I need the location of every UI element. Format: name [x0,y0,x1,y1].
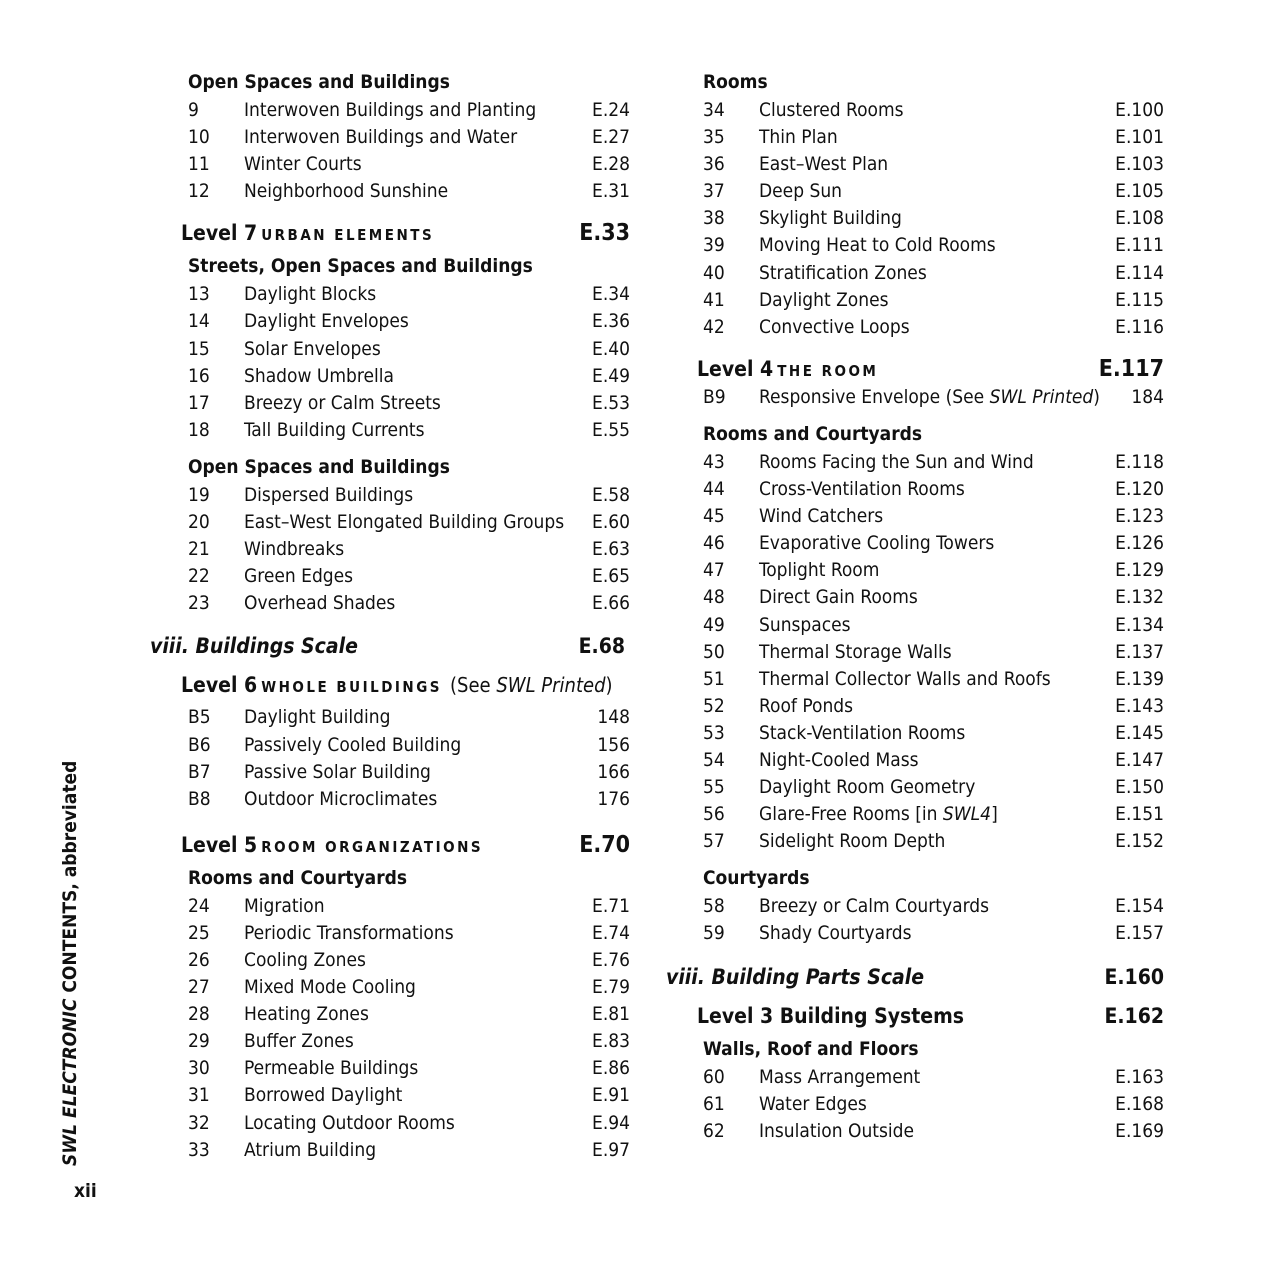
entry-title: Sunspaces [759,613,851,636]
level-page: E.33 [579,220,630,247]
entry-number: 55 [703,776,725,799]
entry-number: 29 [188,1030,210,1053]
level-label: Level 7 [181,221,258,246]
toc-entry [666,449,1164,476]
scale-heading [666,957,1164,997]
entry-number: 42 [703,315,725,338]
toc-entry [150,390,630,417]
entry-number: 47 [703,559,725,582]
toc-entry [666,178,1164,205]
toc-entry [666,287,1164,314]
entry-list [666,893,1164,947]
entry-list [150,893,630,1164]
entry-number: 46 [703,532,725,555]
toc-entry [150,563,630,590]
entry-title: Green Edges [244,565,354,588]
entry-title: Passive Solar Building [244,760,431,783]
entry-page: E.143 [1115,694,1164,717]
toc-entry [150,759,630,786]
entry-number: 23 [188,592,210,615]
entry-number: 57 [703,830,725,853]
entry-number: 14 [188,310,210,333]
toc-entry [666,612,1164,639]
entry-title: Thin Plan [759,126,838,149]
toc-entry [666,1064,1164,1091]
toc-entry [666,124,1164,151]
entry-page: E.114 [1115,261,1164,284]
toc-entry [150,336,630,363]
scale-label: viii. Buildings Scale [150,634,358,659]
entry-title: Dispersed Buildings [244,483,414,506]
entry-number: 49 [703,613,725,636]
toc-entry [150,1082,630,1109]
entry-title: Borrowed Daylight [244,1084,403,1107]
toc-entry [150,97,630,124]
entry-page: E.169 [1115,1119,1164,1142]
entry-page: E.163 [1115,1065,1164,1088]
entry-page: E.83 [592,1030,630,1053]
group-heading: Open Spaces and Buildings [188,71,450,93]
toc-entry [150,1028,630,1055]
entry-list [150,97,630,205]
entry-title: Cooling Zones [244,948,366,971]
entry-page: E.74 [592,921,630,944]
entry-number: 33 [188,1138,210,1161]
entry-page: 184 [1131,385,1164,408]
side-running-title: SWL ELECTRONIC CONTENTS, abbreviated [59,760,81,1166]
entry-number: 21 [188,538,210,561]
entry-page: E.132 [1115,586,1164,609]
entry-page: E.60 [592,511,630,534]
entry-number: B6 [188,733,211,756]
entry-page: E.120 [1115,478,1164,501]
group-heading: Walls, Roof and Floors [703,1037,919,1060]
entry-number: 35 [703,126,725,149]
entry-title: Thermal Collector Walls and Roofs [759,667,1051,690]
toc-entry [150,1001,630,1028]
entry-title: Atrium Building [244,1138,377,1161]
toc-entry [666,666,1164,693]
toc-entry [666,801,1164,828]
toc-entry [666,774,1164,801]
toc-entry [666,693,1164,720]
entry-page: E.81 [592,1003,630,1026]
entry-page: E.101 [1115,126,1164,149]
toc-entry [150,920,630,947]
entry-page: E.53 [592,391,630,414]
toc-entry [150,974,630,1001]
entry-page: E.31 [592,180,630,203]
toc-entry [150,732,630,759]
toc-entry [150,536,630,563]
entry-title: Direct Gain Rooms [759,586,918,609]
toc-entry [150,704,630,731]
entry-number: 11 [188,153,210,176]
entry-number: 41 [703,288,725,311]
toc-entry [666,828,1164,855]
toc-entry [150,590,630,617]
entry-page: E.27 [592,126,630,149]
toc-entry [666,314,1164,341]
entry-title: Outdoor Microclimates [244,787,438,810]
entry-page: E.118 [1115,450,1164,473]
toc-entry [666,747,1164,774]
level-subtitle: ROOM ORGANIZATIONS [261,837,484,856]
entry-page: E.58 [592,483,630,506]
entry-page: E.152 [1115,830,1164,853]
level-subtitle: URBAN ELEMENTS [261,226,435,245]
entry-number: 9 [188,99,199,121]
group-heading: Rooms and Courtyards [188,866,408,889]
entry-number: 52 [703,694,725,717]
entry-title: Overhead Shades [244,592,396,615]
toc-entry [150,482,630,509]
entry-number: 43 [703,450,725,473]
toc-entry [666,1091,1164,1118]
entry-list [150,482,630,617]
entry-number: 40 [703,261,725,284]
entry-page: E.24 [592,99,630,121]
entry-page: E.100 [1115,99,1164,121]
entry-title: Solar Envelopes [244,337,381,360]
entry-number: 31 [188,1084,210,1107]
toc-entry [150,124,630,151]
entry-list [666,449,1164,801]
entry-number: 53 [703,721,725,744]
entry-title: Clustered Rooms [759,99,904,121]
scale-page: E.68 [578,634,625,659]
level-subtitle: WHOLE BUILDINGS [261,678,443,697]
level-heading [150,214,630,252]
entry-number: B5 [188,706,211,729]
entry-title: Passively Cooled Building [244,733,462,756]
entry-page: E.66 [592,592,630,615]
toc-entry [666,384,1164,411]
group-heading: Open Spaces and Buildings [188,455,450,478]
toc-entry [666,232,1164,259]
entry-number: 17 [188,391,210,414]
toc-entry [666,720,1164,747]
entry-title: Water Edges [759,1092,867,1115]
entry-number: B9 [703,385,726,408]
entry-page: E.105 [1115,180,1164,203]
entry-number: 26 [188,948,210,971]
entry-page: E.134 [1115,613,1164,636]
entry-title: Daylight Zones [759,288,889,311]
entry-title: Sidelight Room Depth [759,830,946,853]
entry-page: E.103 [1115,153,1164,176]
entry-page: E.126 [1115,532,1164,555]
entry-page: 176 [597,787,630,810]
entry-page: E.129 [1115,559,1164,582]
entry-page: E.55 [592,418,630,441]
entry-title: Moving Heat to Cold Rooms [759,234,996,257]
entry-title: Winter Courts [244,153,362,176]
toc-entry [666,584,1164,611]
entry-page: E.147 [1115,748,1164,771]
entry-page: 156 [597,733,630,756]
entry-number: 30 [188,1057,210,1080]
entry-title: Toplight Room [759,559,880,582]
entry-page: E.86 [592,1057,630,1080]
entry-number: 48 [703,586,725,609]
toc-entry [150,1137,630,1164]
entry-number: 37 [703,180,725,203]
entry-page: E.63 [592,538,630,561]
entry-number: 45 [703,505,725,528]
toc-entry [666,151,1164,178]
scale-page: E.160 [1104,964,1164,989]
entry-title: Convective Loops [759,315,910,338]
contents-left-column [150,68,630,1164]
entry-list [666,97,1164,341]
toc-entry [666,97,1164,124]
entry-title: Mass Arrangement [759,1065,921,1088]
entry-number: 34 [703,99,725,121]
entry-number: 62 [703,1119,725,1142]
entry-page: E.94 [592,1111,630,1134]
entry-title: Tall Building Currents [244,418,425,441]
toc-entry [150,178,630,205]
entry-number: B8 [188,787,211,810]
entry-title: Night-Cooled Mass [759,748,919,771]
entry-title: Buffer Zones [244,1030,354,1053]
entry-title: East–West Plan [759,153,889,176]
scale-heading [150,626,630,666]
group-heading: Streets, Open Spaces and Buildings [188,255,533,278]
entry-title: Mixed Mode Cooling [244,976,416,999]
entry-page: E.49 [592,364,630,387]
level-page: E.162 [1104,1003,1164,1028]
level-heading [666,350,1164,388]
entry-number: 12 [188,180,210,203]
entry-page: E.154 [1115,895,1164,918]
entry-title: Daylight Envelopes [244,310,409,333]
entry-number: 20 [188,511,210,534]
entry-title: Roof Ponds [759,694,854,717]
level-label: Level 5 [181,832,258,857]
page-number: xii [74,1180,97,1202]
level-heading [150,666,630,704]
entry-number: 19 [188,483,210,506]
entry-page: E.145 [1115,721,1164,744]
group-heading: Courtyards [703,867,810,890]
entry-page: 148 [597,706,630,729]
entry-title: Interwoven Buildings and Planting [244,99,537,121]
entry-number: 51 [703,667,725,690]
entry-title: Breezy or Calm Streets [244,391,441,414]
entry-title: Locating Outdoor Rooms [244,1111,455,1134]
entry-page: E.34 [592,283,630,306]
toc-entry [150,786,630,813]
toc-entry [150,1110,630,1137]
entry-page: E.28 [592,153,630,176]
entry-number: 24 [188,894,210,917]
entry-number: 50 [703,640,725,663]
level-heading [150,826,630,864]
entry-number: 13 [188,283,210,306]
entry-title: Deep Sun [759,180,843,203]
entry-list [150,281,630,444]
entry-number: 27 [188,976,210,999]
contents-right-column [666,68,1164,1145]
level-label: Level 6 [181,673,258,698]
entry-number: 25 [188,921,210,944]
toc-entry [666,639,1164,666]
entry-page: 166 [597,760,630,783]
entry-title: Cross-Ventilation Rooms [759,478,965,501]
toc-entry [150,947,630,974]
entry-title: East–West Elongated Building Groups [244,511,565,534]
entry-page: E.79 [592,976,630,999]
toc-entry [666,503,1164,530]
entry-page: E.108 [1115,207,1164,230]
entry-page: E.111 [1115,234,1164,257]
toc-entry [150,509,630,536]
entry-title: Daylight Room Geometry [759,776,976,799]
toc-entry [150,417,630,444]
entry-page: E.137 [1115,640,1164,663]
entry-title: Permeable Buildings [244,1057,419,1080]
entry-number: 54 [703,748,725,771]
entry-title: Periodic Transformations [244,921,454,944]
level-subtitle: THE ROOM [777,361,879,380]
entry-page: E.168 [1115,1092,1164,1115]
entry-page: E.151 [1115,803,1164,826]
entry-number: 10 [188,126,210,149]
entry-number: 60 [703,1065,725,1088]
entry-title: Neighborhood Sunshine [244,180,449,203]
level-label: Level 3 Building Systems [697,1003,965,1028]
entry-number: 44 [703,478,725,501]
entry-title: Stratification Zones [759,261,927,284]
entry-page: E.116 [1115,315,1164,338]
entry-page: E.71 [592,894,630,917]
entry-number: 15 [188,337,210,360]
entry-title: Windbreaks [244,538,345,561]
entry-page: E.115 [1115,288,1164,311]
toc-entry [150,1055,630,1082]
entry-page: E.139 [1115,667,1164,690]
entry-page: E.65 [592,565,630,588]
entry-number: 61 [703,1092,725,1115]
entry-title: Wind Catchers [759,505,884,528]
toc-entry [666,920,1164,947]
entry-number: 28 [188,1003,210,1026]
group-heading: Rooms and Courtyards [703,422,923,445]
entry-title: Migration [244,894,325,917]
scale-label: viii. Building Parts Scale [666,964,925,989]
entry-number: 59 [703,922,725,945]
entry-number: 38 [703,207,725,230]
toc-entry [666,260,1164,287]
toc-entry [666,893,1164,920]
entry-page: E.97 [592,1138,630,1161]
entry-number: B7 [188,760,211,783]
entry-number: 39 [703,234,725,257]
entry-page: E.91 [592,1084,630,1107]
entry-number: 32 [188,1111,210,1134]
entry-title: Daylight Blocks [244,283,377,306]
entry-page: E.157 [1115,922,1164,945]
entry-title: Responsive Envelope (See SWL Printed) [759,385,1100,408]
toc-entry [666,557,1164,584]
entry-title: Daylight Building [244,706,391,729]
entry-page: E.40 [592,337,630,360]
toc-entry [150,281,630,308]
group-heading: Rooms [703,71,768,93]
toc-entry [150,308,630,335]
level-label: Level 4 [697,356,774,381]
entry-number: 18 [188,418,210,441]
toc-entry [150,893,630,920]
entry-number: 16 [188,364,210,387]
toc-entry [150,151,630,178]
entry-list [150,704,630,812]
entry-title: Skylight Building [759,207,902,230]
entry-page: E.123 [1115,505,1164,528]
toc-entry [666,476,1164,503]
toc-entry [150,363,630,390]
entry-number: 58 [703,895,725,918]
level-heading [666,997,1164,1035]
level-page: E.70 [579,831,630,858]
entry-number: 36 [703,153,725,176]
entry-title: Thermal Storage Walls [759,640,952,663]
entry-title: Rooms Facing the Sun and Wind [759,450,1034,473]
entry-title: Shadow Umbrella [244,364,395,387]
entry-title: Evaporative Cooling Towers [759,532,995,555]
entry-title: Insulation Outside [759,1119,915,1142]
entry-page: E.150 [1115,776,1164,799]
toc-entry [666,1118,1164,1145]
entry-page: E.76 [592,948,630,971]
entry-title: Glare-Free Rooms [in SWL4] [759,803,998,826]
level-see-note: (See SWL Printed) [450,673,613,698]
entry-title: Breezy or Calm Courtyards [759,895,990,918]
entry-list [666,1064,1164,1145]
toc-entry [666,530,1164,557]
level-page: E.117 [1098,355,1164,382]
entry-title: Heating Zones [244,1003,369,1026]
entry-number: 56 [703,803,725,826]
entry-title: Interwoven Buildings and Water [244,126,518,149]
entry-number: 22 [188,565,210,588]
entry-title: Stack-Ventilation Rooms [759,721,966,744]
toc-entry [666,205,1164,232]
entry-page: E.36 [592,310,630,333]
entry-title: Shady Courtyards [759,922,912,945]
